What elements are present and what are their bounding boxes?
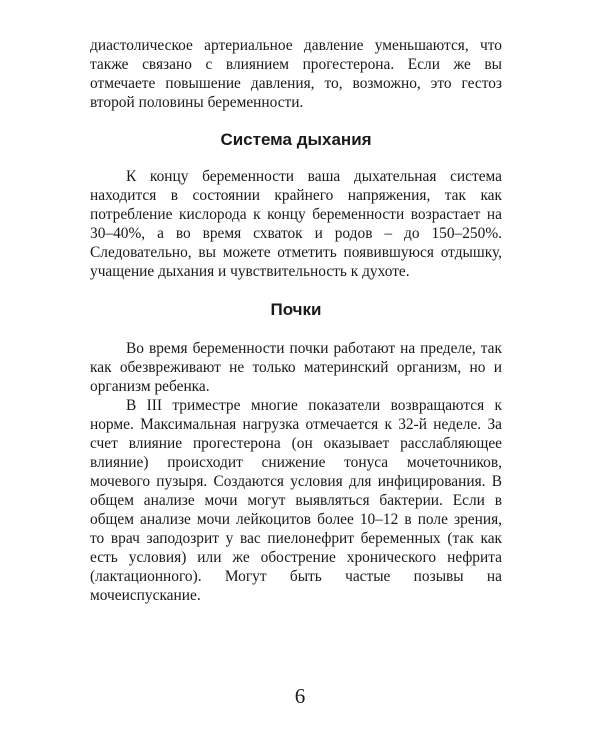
kidneys-paragraph-2: В III триместре многие показатели возвращаются к норме. Максимальная нагрузка отмечается к 32-й неделе. За счет влияние прогестерона (он оказывает расслабляющее влияние) происходит снижение тонуса мочеточников, мочевого пузыря. Создаются условия для инфицирования. В общем анализе мочи могут выявляться бактерии. Если в общем анализе мочи лейкоцитов более 10–12 в поле зрения, то врач заподозрит у вас пиелонефрит беременных (так как есть условия) или же обострение хронического нефрита (лактационного). Могут быть частые позывы на мочеиспускание. xyxy=(90,397,502,604)
kidneys-paragraph-1: Во время беременности почки работают на пределе, так как обезвреживают не только материнский организм, но и организм ребенка. xyxy=(90,340,502,395)
breathing-paragraph: К концу беременности ваша дыхательная система находится в состоянии крайнего напряжения, так как потребление кислорода к концу беременности возрастает на 30–40%, а во время схваток и родов – до 150–250%. Следовательно, вы можете отметить появившуюся отдышку, учащение дыхания и чувствительность к духоте. xyxy=(90,168,502,280)
intro-paragraph: диастолическое артериальное давление уменьшаются, что также связано с влиянием прогестерона. Если же вы отмечаете повышение давления, то, возможно, это гестоз второй половины беременности. xyxy=(90,37,502,111)
section-heading-breathing: Система дыхания xyxy=(220,130,372,149)
page-body xyxy=(90,36,502,605)
section-heading-kidneys: Почки xyxy=(270,300,322,319)
page-number: 6 xyxy=(294,684,306,708)
